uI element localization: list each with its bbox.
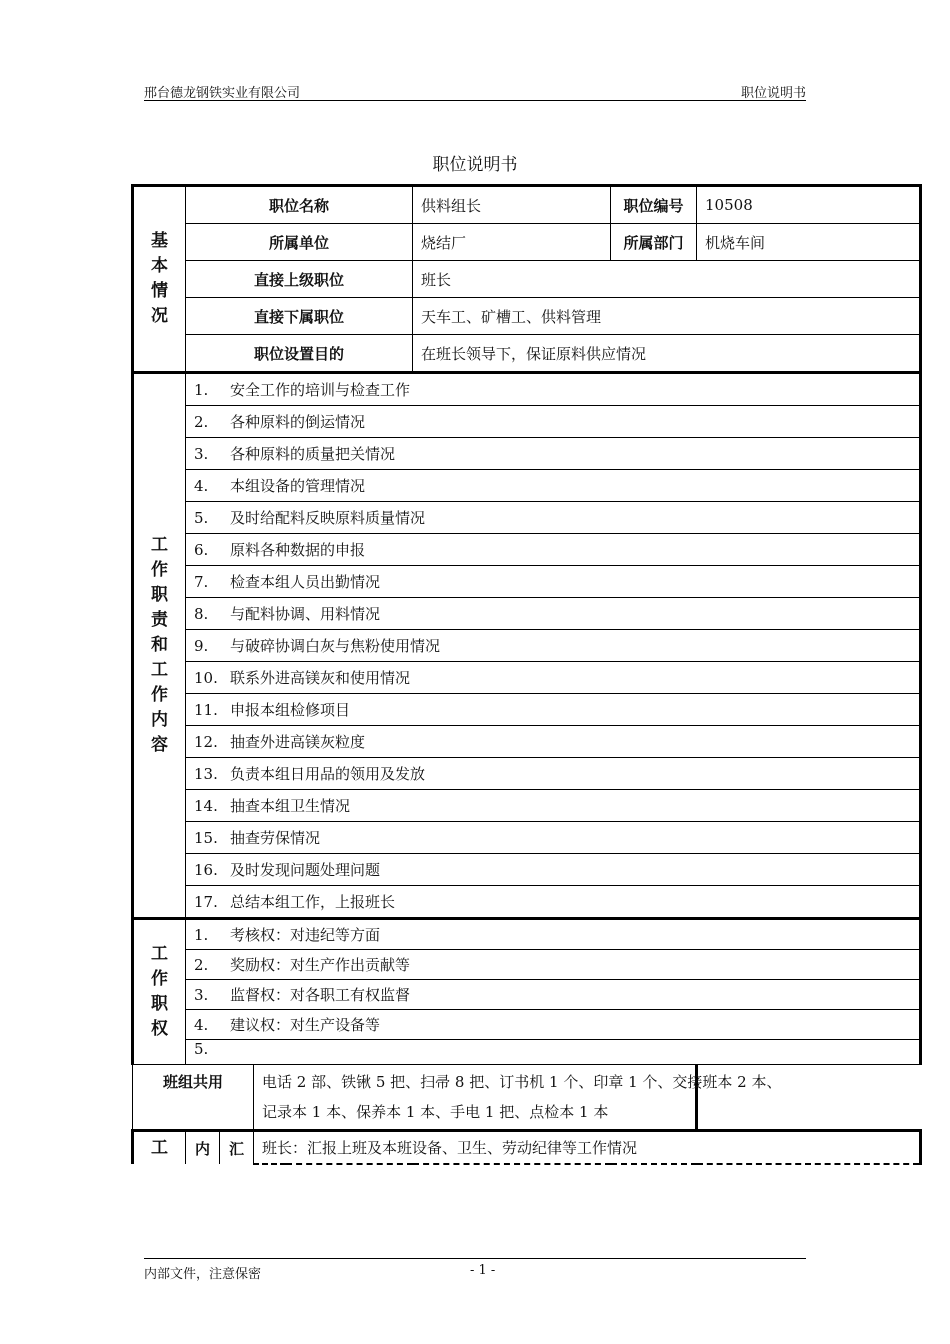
authority-text: 建议权：对生产设备等	[230, 1016, 381, 1034]
duty-item	[186, 630, 921, 662]
duty-item	[186, 822, 921, 854]
duty-row	[133, 566, 921, 598]
duty-text: 本组设备的管理情况	[230, 477, 366, 495]
authority-text: 奖励权：对生产作出贡献等	[230, 956, 411, 974]
dept-label: 所属部门	[611, 224, 697, 261]
duty-row	[133, 694, 921, 726]
duty-row	[133, 438, 921, 470]
duty-item	[186, 406, 921, 438]
relations-text: 班长：汇报上班及本班设备、卫生、劳动纪律等工作情况	[254, 1131, 921, 1165]
duty-text: 各种原料的质量把关情况	[230, 445, 396, 463]
subordinate-label: 直接下属职位	[186, 298, 413, 335]
job-description-table	[131, 184, 922, 1165]
duty-row	[133, 502, 921, 534]
duty-text: 总结本组工作，上报班长	[230, 893, 396, 911]
duty-text: 申报本组检修项目	[230, 701, 351, 719]
purpose-value: 在班长领导下，保证原料供应情况	[413, 335, 921, 373]
row-superior	[133, 261, 921, 298]
duty-item	[186, 662, 921, 694]
duty-item	[186, 373, 921, 406]
duty-text: 负责本组日用品的领用及发放	[230, 765, 426, 783]
duty-row	[133, 662, 921, 694]
authority-item	[186, 919, 921, 950]
row-purpose	[133, 335, 921, 373]
duty-number: 17.	[194, 893, 218, 911]
duty-item	[186, 790, 921, 822]
duty-item	[186, 694, 921, 726]
unit-value: 烧结厂	[413, 224, 611, 261]
authority-item	[186, 980, 921, 1010]
duty-item	[186, 438, 921, 470]
page-footer	[144, 1258, 806, 1282]
section-authority-label: 工作职权	[133, 919, 186, 1065]
page-header	[144, 80, 806, 101]
section-relations-label: 工	[133, 1131, 186, 1165]
duty-number: 12.	[194, 733, 218, 751]
report-label: 汇	[220, 1131, 254, 1165]
authority-number: 2.	[194, 956, 209, 974]
duty-item	[186, 534, 921, 566]
duty-row	[133, 630, 921, 662]
duty-item	[186, 566, 921, 598]
authority-text: 考核权：对违纪等方面	[230, 926, 381, 944]
authority-number: 4.	[194, 1016, 209, 1034]
authority-item	[186, 1040, 921, 1065]
duty-number: 5.	[194, 509, 209, 527]
duty-number: 2.	[194, 413, 209, 431]
shared-label: 班组共用	[133, 1065, 254, 1131]
purpose-label: 职位设置目的	[186, 335, 413, 373]
row-subordinate	[133, 298, 921, 335]
position-name-value: 供料组长	[413, 186, 611, 224]
duty-number: 11.	[194, 701, 218, 719]
authority-row	[133, 919, 921, 950]
duty-text: 与配料协调、用料情况	[230, 605, 381, 623]
duty-number: 10.	[194, 669, 218, 687]
duty-row	[133, 598, 921, 630]
duty-text: 原料各种数据的申报	[230, 541, 366, 559]
duty-text: 安全工作的培训与检查工作	[230, 381, 411, 399]
authority-text: 监督权：对各职工有权监督	[230, 986, 411, 1004]
duty-item	[186, 502, 921, 534]
duty-text: 抽查劳保情况	[230, 829, 321, 847]
row-shared-items	[133, 1065, 921, 1131]
superior-label: 直接上级职位	[186, 261, 413, 298]
duty-number: 1.	[194, 381, 209, 399]
duty-number: 14.	[194, 797, 218, 815]
duty-number: 8.	[194, 605, 209, 623]
duty-item	[186, 598, 921, 630]
duty-text: 联系外进高镁灰和使用情况	[230, 669, 411, 687]
duty-number: 15.	[194, 829, 218, 847]
duty-row	[133, 790, 921, 822]
subordinate-value: 天车工、矿槽工、供料管理	[413, 298, 921, 335]
unit-label: 所属单位	[186, 224, 413, 261]
authority-number: 3.	[194, 986, 209, 1004]
row-relations	[133, 1131, 921, 1165]
duties-section	[133, 373, 921, 919]
authority-section	[133, 919, 921, 1065]
duty-number: 3.	[194, 445, 209, 463]
company-name: 邢台德龙钢铁实业有限公司	[144, 86, 301, 101]
duty-row	[133, 373, 921, 406]
duty-number: 9.	[194, 637, 209, 655]
authority-item	[186, 950, 921, 980]
duty-item	[186, 854, 921, 886]
superior-value: 班长	[413, 261, 921, 298]
authority-item	[186, 1010, 921, 1040]
authority-row	[133, 1040, 921, 1065]
page-title: 职位说明书	[432, 155, 518, 175]
duty-number: 7.	[194, 573, 209, 591]
section-duties-label: 工作职责和工作内容	[133, 373, 186, 919]
duty-row	[133, 758, 921, 790]
shared-line-1: 电话 2 部、铁锹 5 把、扫帚 8 把、订书机 1 个、印章 1 个、交接班本 2 本、	[262, 1073, 782, 1091]
authority-row	[133, 1010, 921, 1040]
duty-item	[186, 758, 921, 790]
duty-item	[186, 726, 921, 758]
duty-text: 及时给配料反映原料质量情况	[230, 509, 426, 527]
dept-value: 机烧车间	[697, 224, 921, 261]
duty-row	[133, 470, 921, 502]
authority-number: 1.	[194, 926, 209, 944]
shared-line-2: 记录本 1 本、保养本 1 本、手电 1 把、点检本 1 本	[262, 1103, 609, 1121]
confidential-note: 内部文件，注意保密	[144, 1267, 262, 1282]
duty-item	[186, 470, 921, 502]
duty-item	[186, 886, 921, 919]
doc-type: 职位说明书	[740, 86, 806, 101]
duty-number: 6.	[194, 541, 209, 559]
duty-row	[133, 406, 921, 438]
page-number: - 1 -	[470, 1263, 496, 1278]
section-basic-label: 基本情况	[133, 186, 186, 373]
position-code-value: 10508	[697, 186, 921, 224]
duty-text: 各种原料的倒运情况	[230, 413, 366, 431]
shared-value	[254, 1065, 782, 1131]
inner-label: 内	[186, 1131, 220, 1165]
position-code-label: 职位编号	[611, 186, 697, 224]
authority-number: 5.	[194, 1040, 209, 1058]
authority-row	[133, 950, 921, 980]
position-name-label: 职位名称	[186, 186, 413, 224]
duty-row	[133, 822, 921, 854]
duty-text: 与破碎协调白灰与焦粉使用情况	[230, 637, 441, 655]
duty-text: 抽查本组卫生情况	[230, 797, 351, 815]
duty-number: 16.	[194, 861, 218, 879]
duty-text: 抽查外进高镁灰粒度	[230, 733, 366, 751]
duty-number: 13.	[194, 765, 218, 783]
duty-number: 4.	[194, 477, 209, 495]
duty-row	[133, 726, 921, 758]
duty-text: 检查本组人员出勤情况	[230, 573, 381, 591]
duty-text: 及时发现问题处理问题	[230, 861, 381, 879]
duty-row	[133, 886, 921, 919]
authority-row	[133, 980, 921, 1010]
row-unit	[133, 224, 921, 261]
row-position-name	[133, 186, 921, 224]
duty-row	[133, 854, 921, 886]
duty-row	[133, 534, 921, 566]
